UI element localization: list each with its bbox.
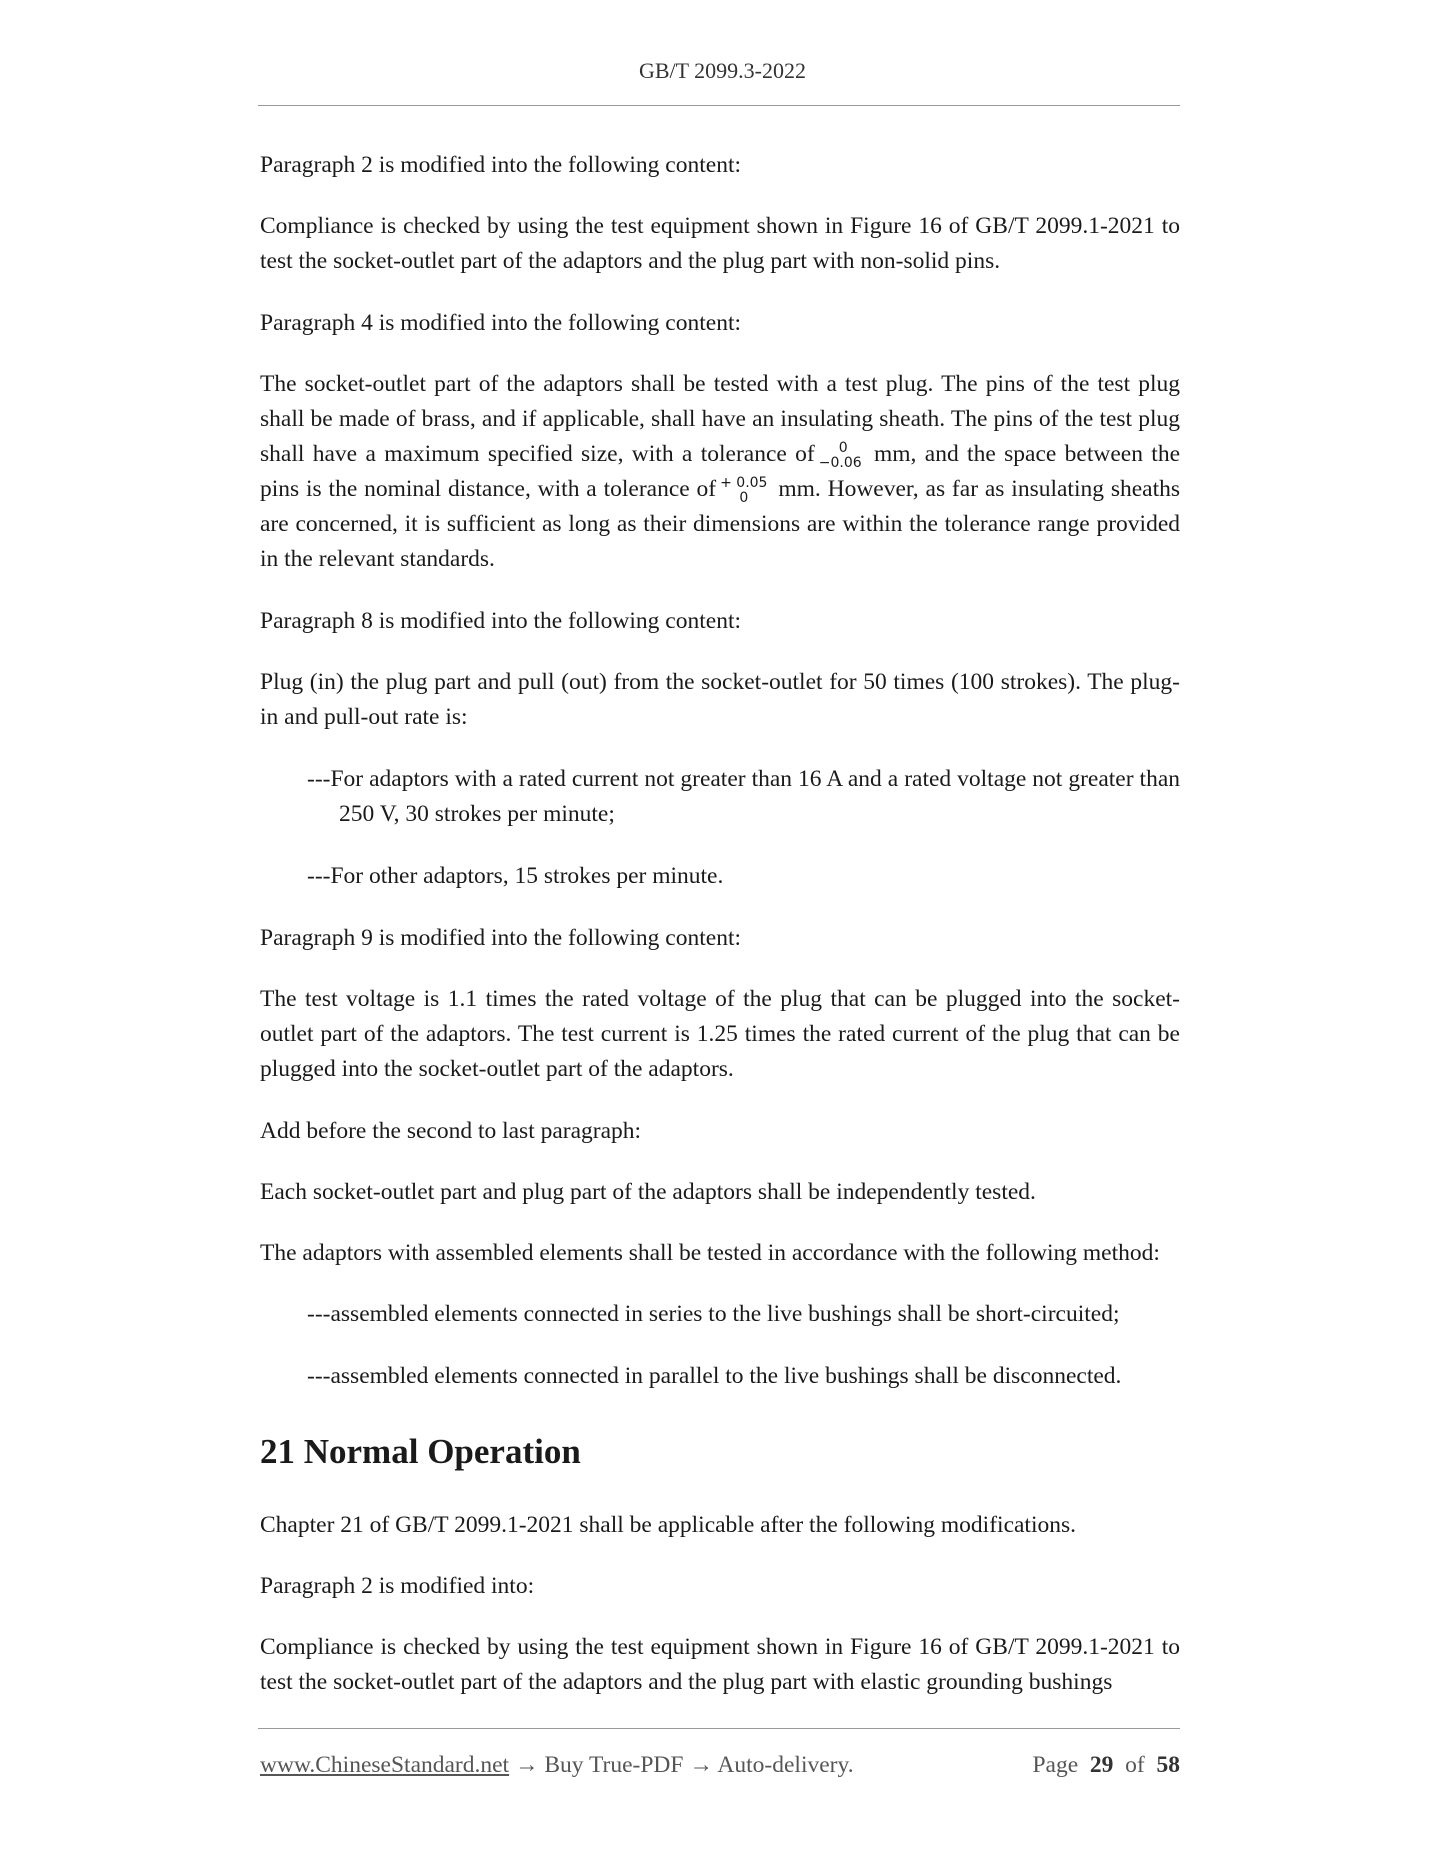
list-item: ---assembled elements connected in series to the live bushings shall be short-circuited;: [307, 1301, 1120, 1327]
paragraph: Paragraph 4 is modified into the following content:: [260, 310, 742, 336]
tolerance-lower: −0.06: [818, 454, 862, 471]
text-run: mm, and the space between the pins is the nominal distance, with a tolerance of: [260, 441, 1181, 502]
tolerance-upper: 0: [838, 439, 848, 456]
tolerance-upper: + 0.05: [720, 474, 768, 491]
list-item: ---For adaptors with a rated current not greater than 16 A and a rated voltage not greater than 250 V, 30 strokes per minute;: [307, 766, 1180, 827]
list-item: ---For other adaptors, 15 strokes per minute.: [307, 863, 724, 889]
footer-divider: [258, 1728, 1180, 1729]
section-heading: 21 Normal Operation: [260, 1432, 581, 1471]
text-run: The socket-outlet part of the adaptors shall be tested with a test plug. The pins of the test plug shall be made of brass, and if applicable, shall have an insulating sheath. The pins of the test plug shall have a maximum specified size, with a tolerance of: [260, 371, 1180, 467]
paragraph: Paragraph 8 is modified into the following content:: [260, 608, 742, 634]
running-header: GB/T 2099.3-2022: [638, 58, 807, 83]
paragraph: The test voltage is 1.1 times the rated voltage of the plug that can be plugged into the socket-outlet part of the adaptors. The test current is 1.25 times the rated current of the plug that can be plugged into the socket-outlet part of the adaptors.: [260, 986, 1180, 1082]
site-link[interactable]: www.ChineseStandard.net: [260, 1752, 510, 1778]
delivery-text: Auto-delivery.: [717, 1752, 854, 1778]
paragraph: Paragraph 2 is modified into the following content:: [260, 152, 742, 178]
tolerance-pin-spacing: [720, 476, 767, 506]
paragraph: Compliance is checked by using the test equipment shown in Figure 16 of GB/T 2099.1-2021 to test the socket-outlet part of the adaptors and the plug part with non-solid pins.: [260, 213, 1180, 274]
arrow-icon: →: [514, 1752, 539, 1778]
paragraph: Paragraph 2 is modified into:: [260, 1573, 535, 1599]
list-item: ---assembled elements connected in parallel to the live bushings shall be disconnected.: [307, 1363, 1122, 1389]
arrow-icon: →: [689, 1752, 713, 1778]
paragraph: Chapter 21 of GB/T 2099.1-2021 shall be applicable after the following modifications.: [260, 1512, 1077, 1538]
paragraph: Compliance is checked by using the test equipment shown in Figure 16 of GB/T 2099.1-2021 to test the socket-outlet part of the adaptors and the plug part with elastic grounding bushings: [260, 1634, 1180, 1695]
paragraph: Add before the second to last paragraph:: [260, 1118, 642, 1144]
page-number: [1032, 1752, 1180, 1779]
text-run: mm. However, as far as insulating sheaths are concerned, it is sufficient as long as their dimensions are within the tolerance range provided in the relevant standards.: [260, 476, 1181, 572]
total-pages: 58: [1156, 1752, 1180, 1778]
paragraph: The adaptors with assembled elements shall be tested in accordance with the following method:: [260, 1240, 1160, 1266]
paragraph: Paragraph 9 is modified into the following content:: [260, 925, 742, 951]
current-page: 29: [1089, 1752, 1114, 1778]
paragraph: Plug (in) the plug part and pull (out) from the socket-outlet for 50 times (100 strokes). The plug-in and pull-out rate is:: [260, 669, 1180, 730]
buy-text: Buy True-PDF: [544, 1752, 684, 1778]
tolerance-pin-size: [819, 441, 862, 471]
tolerance-lower: 0: [739, 489, 749, 506]
of-label: of: [1125, 1752, 1145, 1778]
footer-promo: [260, 1752, 854, 1779]
page-body: [260, 148, 1180, 1727]
page-label: Page: [1032, 1752, 1079, 1778]
paragraph-tolerance: [260, 367, 1180, 577]
paragraph: Each socket-outlet part and plug part of the adaptors shall be independently tested.: [260, 1179, 1036, 1205]
header-divider: [258, 105, 1180, 106]
